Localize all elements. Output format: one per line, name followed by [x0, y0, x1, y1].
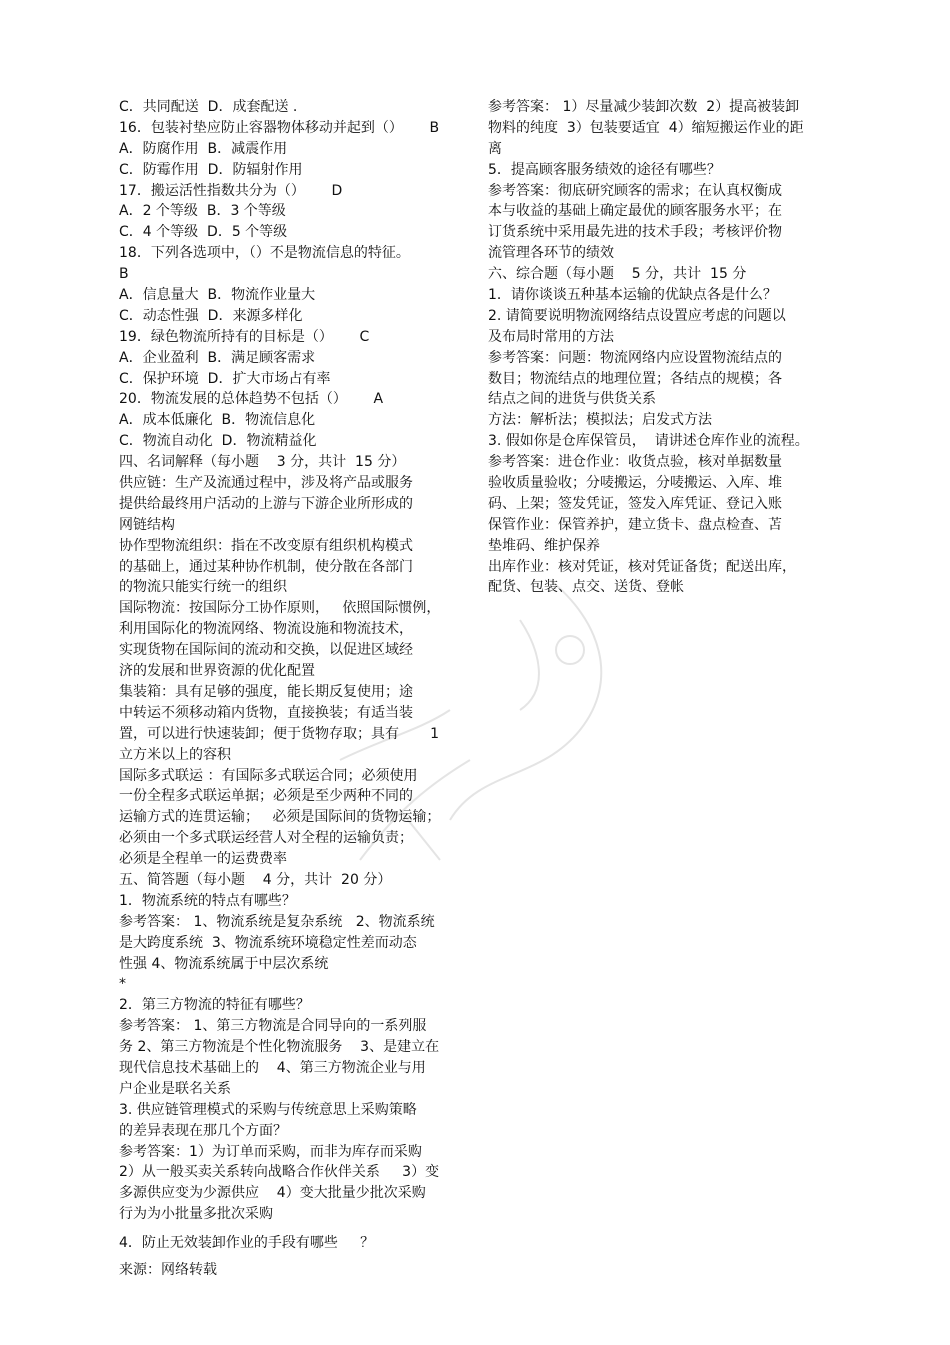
left-column-line: 17．搬运活性指数共分为（） D	[119, 182, 343, 199]
right-column-line: 出库作业：核对凭证，核对凭证备货；配送出库，	[488, 558, 796, 575]
left-column-line: 一份全程多式联运单据；必须是至少两种不同的	[119, 788, 413, 805]
left-column-line: 置，可以进行快速装卸；便于货物存取；具有 1	[119, 725, 440, 742]
left-column-line: C．动态性强 D．来源多样化	[119, 307, 303, 324]
left-column-line: B	[119, 266, 129, 283]
left-column-line: 4．防止无效装卸作业的手段有哪些 ？	[119, 1235, 375, 1252]
left-column-line: C．共同配送 D．成套配送 .	[119, 99, 298, 115]
left-column-line: 的差异表现在那几个方面？	[119, 1122, 287, 1139]
left-column-line: C．保护环境 D．扩大市场占有率	[119, 370, 331, 387]
source-note: 来源：网络转载	[119, 1262, 217, 1278]
left-column-line: 中转运不须移动箱内货物，直接换装；有适当装	[119, 704, 413, 721]
left-column-line: A．防腐作用 B．减震作用	[119, 140, 288, 157]
left-column-line: 行为为小批量多批次采购	[119, 1206, 273, 1223]
right-column-line: 垫堆码、维护保养	[488, 537, 600, 554]
right-column-line: 参考答案：彻底研究顾客的需求；在认真权衡成	[488, 182, 782, 199]
right-column-line: 物料的纯度 3）包装要适宜 4）缩短搬运作业的距	[488, 119, 804, 136]
right-column-line: 2. 请简要说明物流网络结点设置应考虑的问题以	[488, 307, 786, 324]
left-column-line: 立方米以上的容积	[119, 746, 231, 763]
left-column-line: A．成本低廉化 B．物流信息化	[119, 412, 316, 429]
left-column-line: 的物流只能实行统一的组织	[119, 579, 287, 596]
left-column-line: 必须由一个多式联运经营人对全程的运输负责；	[119, 830, 413, 847]
right-column-line: 1．请你谈谈五种基本运输的优缺点各是什么？	[488, 287, 777, 304]
left-column-line: *	[119, 976, 126, 993]
right-column-line: 本与收益的基础上确定最优的顾客服务水平；在	[488, 203, 782, 220]
right-column-line: 方法：解析法；模拟法；启发式方法	[488, 412, 712, 429]
left-column-line: A．信息量大 B．物流作业量大	[119, 287, 316, 304]
left-column-line: 协作型物流组织：指在不改变原有组织机构模式	[119, 537, 413, 554]
left-column-line: 3. 供应链管理模式的采购与传统意思上采购策略	[119, 1101, 417, 1118]
left-column-line: A．2 个等级 B．3 个等级	[119, 203, 286, 220]
left-column-line: A．企业盈利 B．满足顾客需求	[119, 349, 316, 366]
left-column-line: 国际多式联运 ：有国际多式联运合同；必须使用	[119, 767, 418, 784]
left-column-line: 1．物流系统的特点有哪些？	[119, 892, 296, 909]
right-column	[488, 97, 830, 598]
left-column-line: 19．绿色物流所持有的目标是（） C	[119, 328, 370, 345]
right-column-line: 流管理各环节的绩效	[488, 245, 614, 262]
right-column-line: 码、上架；签发凭证，签发入库凭证、登记入账	[488, 495, 782, 512]
left-column-line: 运输方式的连贯运输； 必须是国际间的货物运输；	[119, 809, 441, 826]
left-column-line: 供应链：生产及流通过程中，涉及将产品或服务	[119, 475, 413, 492]
left-column-line: 参考答案：1）为订单而采购，而非为库存而采购	[119, 1143, 422, 1160]
left-column-line: 20．物流发展的总体趋势不包括（） A	[119, 391, 384, 408]
left-column-line: 2）从一般买卖关系转向战略合作伙伴关系 3）变	[119, 1164, 440, 1181]
left-column-line: 提供给最终用户活动的上游与下游企业所形成的	[119, 495, 413, 512]
right-column-line: 订货系统中采用最先进的技术手段；考核评价物	[488, 224, 782, 241]
right-column-line: 及布局时常用的方法	[488, 328, 614, 345]
left-column-line: 参考答案： 1、第三方物流是合同导向的一系列服	[119, 1018, 427, 1035]
right-column-line: 六、综合题（每小题 5 分，共计 15 分	[488, 266, 747, 283]
spacer	[119, 1225, 461, 1233]
left-column-line: 的基础上，通过某种协作机制，使分散在各部门	[119, 558, 413, 575]
right-column-line: 3. 假如你是仓库保管员， 请讲述仓库作业的流程。	[488, 433, 809, 450]
left-column-line: 济的发展和世界资源的优化配置	[119, 663, 315, 680]
left-column	[119, 97, 461, 1254]
right-column-line: 验收质量验收；分唛搬运，分唛搬运、入库、堆	[488, 475, 782, 492]
left-column-line: C．防霉作用 D．防辐射作用	[119, 161, 303, 178]
right-column-line: 结点之间的进货与供货关系	[488, 391, 656, 408]
left-column-line: 是大跨度系统 3、物流系统环境稳定性差而动态	[119, 934, 417, 951]
left-column-line: 实现货物在国际间的流动和交换，以促进区域经	[119, 642, 413, 659]
left-column-line: 16．包装衬垫应防止容器物体移动并起到（） B	[119, 119, 440, 136]
left-column-line: 现代信息技术基础上的 4、第三方物流企业与用	[119, 1059, 426, 1076]
left-column-line: 必须是全程单一的运费费率	[119, 851, 287, 868]
right-column-line: 参考答案：问题：物流网络内应设置物流结点的	[488, 349, 782, 366]
left-column-line: 五、简答题（每小题 4 分，共计 20 分）	[119, 871, 392, 888]
left-column-line: 参考答案： 1、物流系统是复杂系统 2、物流系统	[119, 913, 435, 930]
right-column-line: 参考答案： 1）尽量减少装卸次数 2）提高被装卸	[488, 99, 800, 115]
left-column-line: 2．第三方物流的特征有哪些？	[119, 997, 310, 1014]
left-column-line: 网链结构	[119, 516, 175, 533]
right-column-line: 离	[488, 140, 502, 157]
right-column-line: 数目；物流结点的地理位置；各结点的规模；各	[488, 370, 782, 387]
left-column-line: 四、名词解释（每小题 3 分，共计 15 分）	[119, 454, 406, 471]
left-column-line: 国际物流：按国际分工协作原则， 依照国际惯例，	[119, 600, 441, 617]
left-column-line: 集装箱：具有足够的强度，能长期反复使用；途	[119, 683, 413, 700]
right-column-line: 5．提高顾客服务绩效的途径有哪些？	[488, 161, 721, 178]
left-column-line: 利用国际化的物流网络、物流设施和物流技术，	[119, 621, 413, 638]
right-column-line: 保管作业：保管养护，建立货卡、盘点检查、苫	[488, 516, 782, 533]
left-column-line: 户企业是联名关系	[119, 1080, 231, 1097]
left-column-line: 务 2、第三方物流是个性化物流服务 3、是建立在	[119, 1039, 440, 1056]
left-column-line: C．4 个等级 D．5 个等级	[119, 224, 288, 241]
right-column-line: 配货、包装、点交、送货、登帐	[488, 579, 684, 596]
left-column-line: 性强 4、物流系统属于中层次系统	[119, 955, 329, 972]
left-column-line: C．物流自动化 D．物流精益化	[119, 433, 317, 450]
left-column-line: 多源供应变为少源供应 4）变大批量少批次采购	[119, 1185, 426, 1202]
left-column-line: 18．下列各选项中，（）不是物流信息的特征。	[119, 245, 410, 262]
right-column-line: 参考答案：进仓作业：收货点验，核对单据数量	[488, 454, 782, 471]
